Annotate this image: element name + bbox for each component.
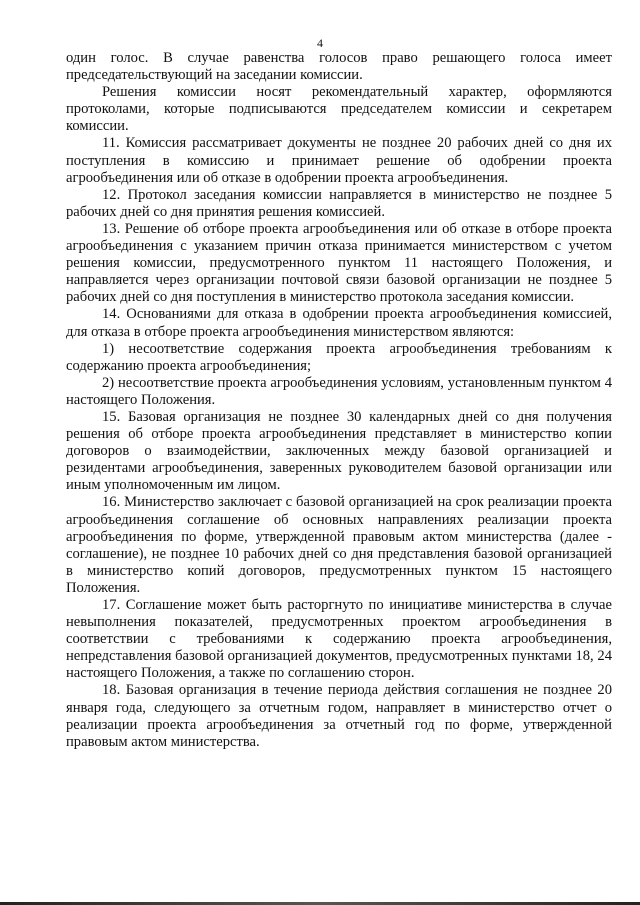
paragraph-item-14-sub-1: 1) несоответствие содержания проекта агрообъединения требованиям к содержанию проекта агрообъединения; [66,340,612,374]
document-body [66,50,612,751]
paragraph-item-17: 17. Соглашение может быть расторгнуто по инициативе министерства в случае невыполнения показателей, предусмотренных проектом агрообъединения в соответствии с требованиями к содержанию проекта агрообъединения, непредставления базовой организацией документов, предусмотренных пунктами 18, 24 настоящего Положения, а также по соглашению сторон. [66,597,612,682]
paragraph-commission-decisions: Решения комиссии носят рекомендательный характер, оформляются протоколами, которые подписываются председателем комиссии и секретарем комиссии. [66,84,612,135]
paragraph-item-11: 11. Комиссия рассматривает документы не позднее 20 рабочих дней со дня их поступления в комиссию и принимает решение об одобрении проекта агрообъединения или об отказе в одобрении проекта агрообъединения. [66,135,612,186]
paragraph-item-16: 16. Министерство заключает с базовой организацией на срок реализации проекта агрообъединения соглашение об основных направлениях реализации проекта агрообъединения по форме, утвержденной правовым актом министерства (далее - соглашение), не позднее 10 рабочих дней со дня представления базовой организацией в министерство копий договоров, предусмотренных пунктом 15 настоящего Положения. [66,494,612,596]
paragraph-item-12: 12. Протокол заседания комиссии направляется в министерство не позднее 5 рабочих дней со дня принятия решения комиссией. [66,186,612,220]
paragraph-continuation: один голос. В случае равенства голосов право решающего голоса имеет председательствующий на заседании комиссии. [66,50,612,84]
paragraph-item-18: 18. Базовая организация в течение периода действия соглашения не позднее 20 января года, следующего за отчетным годом, направляет в министерство отчет о реализации проекта агрообъединения за отчетный год по форме, утвержденной правовым актом министерства. [66,682,612,750]
paragraph-item-15: 15. Базовая организация не позднее 30 календарных дней со дня получения решения об отборе проекта агрообъединения представляет в министерство копии договоров о взаимодействии, заключенных между базовой организацией и резидентами агрообъединения, заверенных руководителем базовой организации или иным уполномоченным им лицом. [66,408,612,494]
page-number: 4 [317,36,323,50]
paragraph-item-13: 13. Решение об отборе проекта агрообъединения или об отказе в отборе проекта агрообъединения с указанием причин отказа принимается министерством с учетом решения комиссии, предусмотренного пунктом 11 настоящего Положения, и направляется через организации почтовой связи базовой организации не позднее 5 рабочих дней со дня поступления в министерство протокола заседания комиссии. [66,220,612,306]
paragraph-item-14-sub-2: 2) несоответствие проекта агрообъединения условиям, установленным пунктом 4 настоящего Положения. [66,374,612,408]
paragraph-item-14: 14. Основаниями для отказа в одобрении проекта агрообъединения комиссией, для отказа в отборе проекта агрообъединения министерством являются: [66,306,612,340]
